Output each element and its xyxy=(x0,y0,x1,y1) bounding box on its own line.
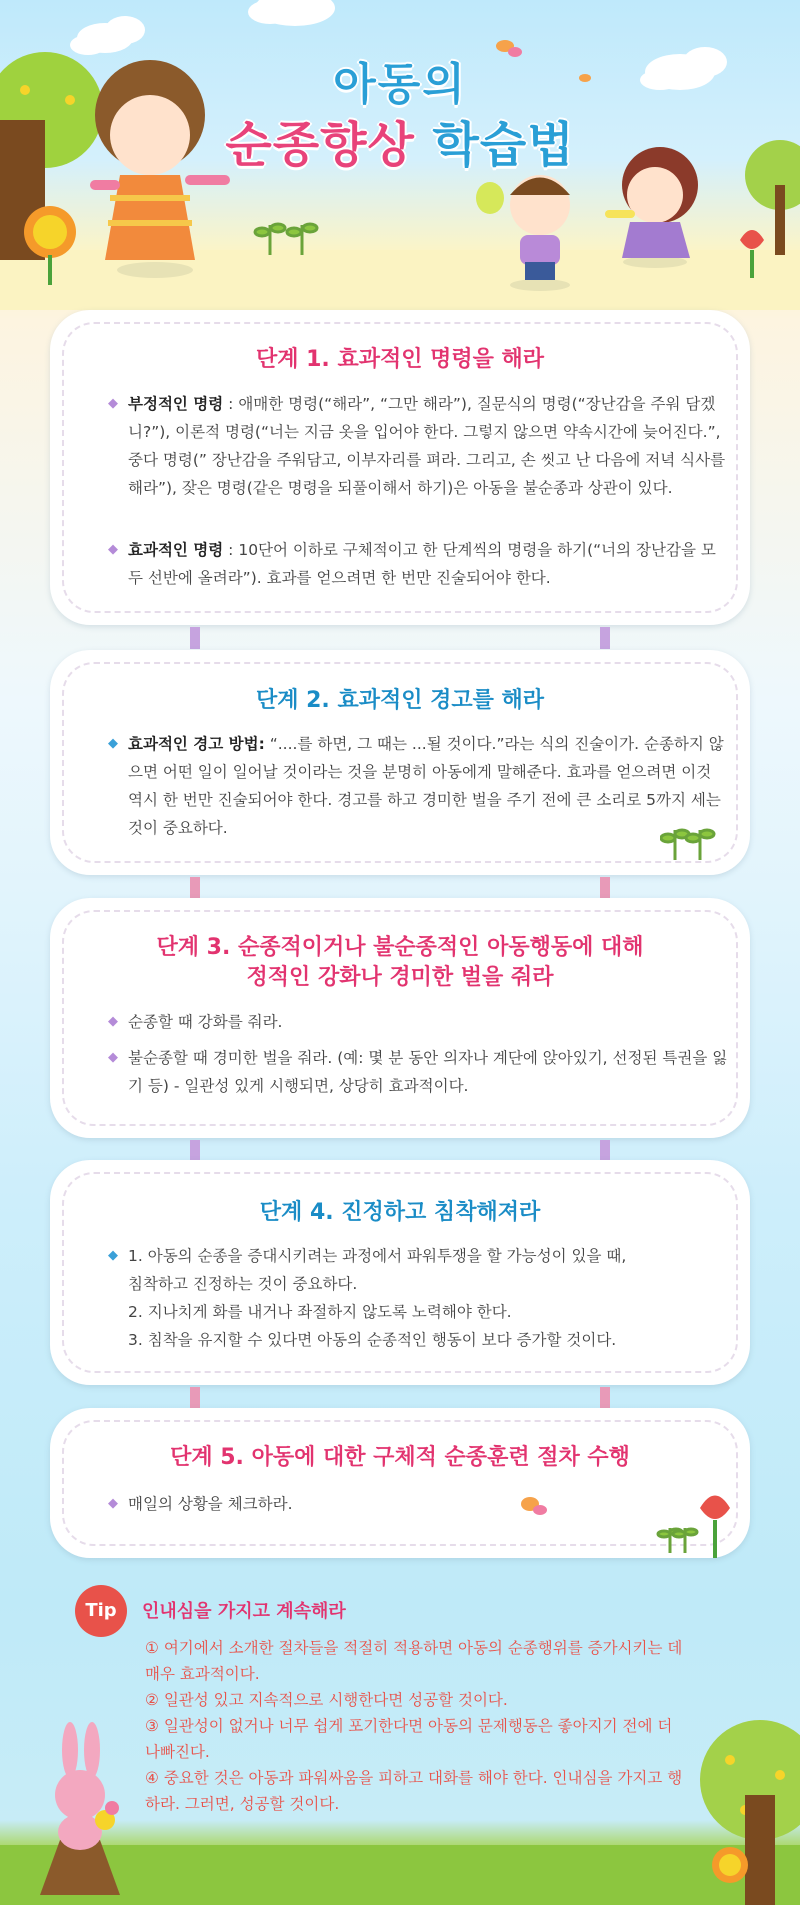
tip-item: ③ 일관성이 없거나 너무 쉽게 포기한다면 아동의 문제행동은 좋아지기 전에 더 나빠진다. xyxy=(145,1717,673,1761)
tip-item: ① 여기에서 소개한 절차들을 적절히 적용하면 아동의 순종행위를 증가시키는 데 매우 효과적이다. xyxy=(145,1639,683,1683)
list-item xyxy=(108,1008,728,1036)
item-text: 순종할 때 강화를 줘라. xyxy=(128,1013,283,1031)
item-text: : 10단어 이하로 구체적이고 한 단계씩의 명령을 하기(“너의 장난감을 모두 선반에 올려라”). 효과를 얻으려면 한 번만 진술되어야 한다. xyxy=(128,541,716,587)
tip-item: ④ 중요한 것은 아동과 파워싸움을 피하고 대화를 해야 한다. 인내심을 가지고 행하라. 그러면, 성공할 것이다. xyxy=(145,1769,683,1813)
step-5-decoration xyxy=(470,1488,730,1558)
bunny-icon xyxy=(40,1722,120,1895)
step-3-card xyxy=(50,898,750,1138)
connector xyxy=(190,1387,200,1409)
diamond-bullet-icon: ◆ xyxy=(108,1050,118,1065)
diamond-bullet-icon: ◆ xyxy=(108,736,118,751)
item-line: 침착하고 진정하는 것이 중요하다. xyxy=(128,1275,358,1293)
item-label: 효과적인 명령 xyxy=(128,541,224,559)
step-3-title-line2: 정적인 강화나 경미한 벌을 줘라 xyxy=(246,965,554,990)
connector xyxy=(600,627,610,649)
tip-badge: Tip xyxy=(75,1585,127,1637)
connector xyxy=(190,627,200,649)
item-line: 1. 아동의 순종을 증대시키려는 과정에서 파워투쟁을 할 가능성이 있을 때, xyxy=(128,1247,627,1265)
item-text: 매일의 상황을 체크하라. xyxy=(128,1495,293,1513)
list-item xyxy=(108,1242,728,1354)
item-label: 부정적인 명령 xyxy=(128,395,224,413)
step-2-title: 단계 2. 효과적인 경고를 해라 xyxy=(255,688,545,713)
tip-title: 인내심을 가지고 계속해라 xyxy=(142,1601,346,1622)
footer-illustration xyxy=(0,1720,800,1905)
list-item xyxy=(108,730,728,842)
diamond-bullet-icon: ◆ xyxy=(108,1248,118,1263)
diamond-bullet-icon: ◆ xyxy=(108,396,118,411)
connector xyxy=(600,1387,610,1409)
sprout-icon xyxy=(255,224,317,255)
tulip-icon xyxy=(700,1496,730,1559)
step-1-title: 단계 1. 효과적인 명령을 해라 xyxy=(255,347,545,372)
item-line: 2. 지나치게 화를 내거나 좌절하지 않도록 노력해야 한다. xyxy=(128,1303,512,1321)
item-line: 3. 침착을 유지할 수 있다면 아동의 순종적인 행동이 보다 증가할 것이다. xyxy=(128,1331,617,1349)
item-text: “....를 하면, 그 때는 ...될 것이다.”라는 식의 진술이가. 순종하지 않으면 어떤 일이 일어날 것이라는 것을 분명히 아동에게 말해준다. 효과를 얻으려면 이것 역시 한 번만 진술되어야 한다. 경고를 하고 경미한 벌을 주기 전에 큰 소리로 5까지 세는 것이 중요하다. xyxy=(128,735,724,837)
tree-icon xyxy=(700,1720,800,1905)
step-4-card xyxy=(50,1160,750,1385)
list-item xyxy=(108,536,728,592)
item-text: 불순종할 때 경미한 벌을 줘라. (예: 몇 분 동안 의자나 계단에 앉아있기, 선정된 특권을 잃기 등) - 일관성 있게 시행되면, 상당히 효과적이다. xyxy=(128,1049,728,1095)
connector xyxy=(190,1140,200,1162)
list-item xyxy=(108,1044,728,1100)
connector xyxy=(190,877,200,899)
connector xyxy=(600,1140,610,1162)
sprout-icon xyxy=(660,820,720,860)
page-title-highlight: 순종향상 xyxy=(225,117,415,173)
step-5-card xyxy=(50,1408,750,1558)
step-5-title: 단계 5. 아동에 대한 구체적 순종훈련 절차 수행 xyxy=(170,1445,630,1470)
list-item xyxy=(108,390,728,502)
sunflower-icon xyxy=(24,206,76,285)
sunflower-icon xyxy=(712,1847,748,1883)
item-label: 효과적인 경고 방법: xyxy=(128,735,265,753)
diamond-bullet-icon: ◆ xyxy=(108,542,118,557)
butterfly-icon xyxy=(521,1497,547,1515)
boy-icon xyxy=(476,175,570,291)
step-2-card xyxy=(50,650,750,875)
page-title-line2 xyxy=(0,106,800,175)
tulip-icon xyxy=(740,230,764,278)
connector xyxy=(600,877,610,899)
tip-item: ② 일관성 있고 지속적으로 시행한다면 성공할 것이다. xyxy=(145,1691,508,1709)
page-title-rest: 학습법 xyxy=(432,117,575,173)
step-4-title: 단계 4. 진정하고 침착해져라 xyxy=(259,1200,541,1225)
step-3-title-line1: 단계 3. 순종적이거나 불순종적인 아동행동에 대해 xyxy=(156,935,644,960)
diamond-bullet-icon: ◆ xyxy=(108,1014,118,1029)
cloud-icon xyxy=(248,0,335,26)
diamond-bullet-icon: ◆ xyxy=(108,1496,118,1511)
item-text: : 애매한 명령(“해라”, “그만 해라”), 질문식의 명령(“장난감을 주워 담겠니?”), 이론적 명령(“너는 지금 옷을 입어야 한다. 그렇지 않으면 약속시간에 늦어진다.”, 중다 명령(” 장난감을 주워담고, 이부자리를 펴라. 그리고, 손 씻고 난 다음에 저녁 식사를 해라”), 잦은 명령(같은 명령을 되풀이해서 하기)은 아동을 불순종과 상관이 있다. xyxy=(128,395,726,497)
sprout-icon xyxy=(658,1528,697,1553)
step-1-card xyxy=(50,310,750,625)
page-title-line1: 아동의 xyxy=(333,59,467,110)
